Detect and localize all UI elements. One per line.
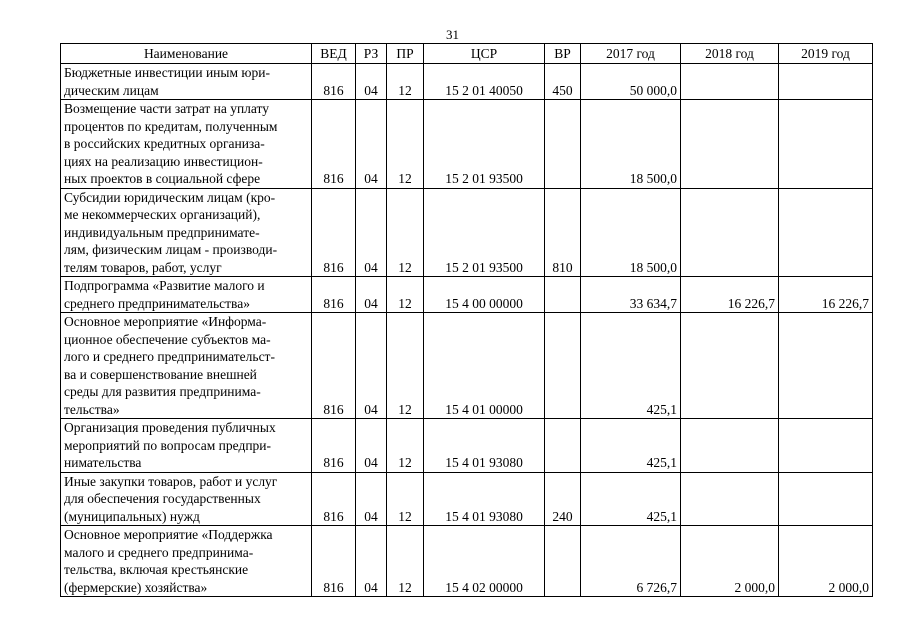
cell-2018 xyxy=(681,313,779,419)
name-line: ционное обеспечение субъектов ма- xyxy=(64,331,271,347)
name-line: процентов по кредитам, полученным xyxy=(64,118,278,134)
cell-csr: 15 4 01 93080 xyxy=(424,472,545,526)
name-line: лого и среднего предпринимательст- xyxy=(64,349,275,364)
cell-2019 xyxy=(779,100,873,189)
table-row xyxy=(61,277,873,313)
cell-name xyxy=(61,64,312,100)
cell-vr: 240 xyxy=(545,472,581,526)
cell-rz: 04 xyxy=(356,472,387,526)
cell-vr xyxy=(545,277,581,313)
cell-csr: 15 4 01 00000 xyxy=(424,313,545,419)
cell-vr xyxy=(545,526,581,597)
cell-vr xyxy=(545,100,581,189)
cell-vr: 450 xyxy=(545,64,581,100)
cell-2018 xyxy=(681,188,779,277)
table-row xyxy=(61,64,873,100)
name-line: нимательства xyxy=(64,455,142,470)
cell-rz: 04 xyxy=(356,100,387,189)
cell-2018 xyxy=(681,100,779,189)
cell-pr: 12 xyxy=(387,419,424,473)
cell-ved: 816 xyxy=(312,100,356,189)
cell-csr: 15 2 01 93500 xyxy=(424,100,545,189)
cell-csr: 15 2 01 93500 xyxy=(424,188,545,277)
cell-pr: 12 xyxy=(387,526,424,597)
header-2019: 2019 год xyxy=(779,44,873,64)
cell-2019 xyxy=(779,419,873,473)
cell-pr: 12 xyxy=(387,188,424,277)
cell-name xyxy=(61,277,312,313)
cell-2017: 425,1 xyxy=(581,419,681,473)
cell-2017: 425,1 xyxy=(581,313,681,419)
cell-2017: 18 500,0 xyxy=(581,100,681,189)
name-line: циях на реализацию инвестицион- xyxy=(64,153,263,169)
cell-rz: 04 xyxy=(356,526,387,597)
cell-2018 xyxy=(681,472,779,526)
name-line: ме некоммерческих организаций), xyxy=(64,207,261,222)
name-line: Субсидии юридическим лицам (кро- xyxy=(64,189,276,205)
cell-2017: 425,1 xyxy=(581,472,681,526)
name-line: Иные закупки товаров, работ и услуг xyxy=(64,473,278,489)
header-rz: РЗ xyxy=(356,44,387,64)
header-2018: 2018 год xyxy=(681,44,779,64)
cell-name xyxy=(61,526,312,597)
cell-2018 xyxy=(681,64,779,100)
table-row xyxy=(61,419,873,473)
name-line: ва и совершенствование внешней xyxy=(64,366,257,382)
cell-rz: 04 xyxy=(356,64,387,100)
name-line: Организация проведения публичных xyxy=(64,420,276,435)
table-body xyxy=(61,64,873,597)
name-line: телям товаров, работ, услуг xyxy=(64,259,222,275)
cell-pr: 12 xyxy=(387,472,424,526)
name-line: Возмещение части затрат на уплату xyxy=(64,101,270,116)
cell-vr xyxy=(545,313,581,419)
cell-2018 xyxy=(681,419,779,473)
cell-2017: 33 634,7 xyxy=(581,277,681,313)
cell-2017: 18 500,0 xyxy=(581,188,681,277)
name-line: для обеспечения государственных xyxy=(64,491,261,506)
cell-ved: 816 xyxy=(312,313,356,419)
cell-csr: 15 4 00 00000 xyxy=(424,277,545,313)
cell-name xyxy=(61,419,312,473)
name-line: мероприятий по вопросам предпри- xyxy=(64,437,272,453)
cell-ved: 816 xyxy=(312,419,356,473)
name-line: в российских кредитных организа- xyxy=(64,136,265,151)
header-pr: ПР xyxy=(387,44,424,64)
table-row xyxy=(61,472,873,526)
cell-pr: 12 xyxy=(387,277,424,313)
budget-table xyxy=(60,43,873,597)
header-2017: 2017 год xyxy=(581,44,681,64)
name-line: малого и среднего предпринима- xyxy=(64,544,254,560)
page-number: 31 xyxy=(446,27,459,42)
cell-vr xyxy=(545,419,581,473)
cell-2019 xyxy=(779,188,873,277)
name-line: ных проектов в социальной сфере xyxy=(64,171,261,186)
cell-name xyxy=(61,100,312,189)
cell-rz: 04 xyxy=(356,277,387,313)
cell-ved: 816 xyxy=(312,526,356,597)
name-line: Бюджетные инвестиции иным юри- xyxy=(64,65,270,80)
cell-rz: 04 xyxy=(356,188,387,277)
cell-pr: 12 xyxy=(387,100,424,189)
table-row xyxy=(61,100,873,189)
name-line: индивидуальным предпринимате- xyxy=(64,224,260,240)
name-line: тельства» xyxy=(64,401,120,417)
cell-csr: 15 4 02 00000 xyxy=(424,526,545,597)
cell-2018: 16 226,7 xyxy=(681,277,779,313)
header-vr: ВР xyxy=(545,44,581,64)
name-line: среды для развития предпринима- xyxy=(64,384,261,399)
name-line: Основное мероприятие «Информа- xyxy=(64,314,267,329)
cell-name xyxy=(61,188,312,277)
cell-2019 xyxy=(779,472,873,526)
cell-2018: 2 000,0 xyxy=(681,526,779,597)
table-row xyxy=(61,313,873,419)
table-row xyxy=(61,526,873,597)
cell-2019: 2 000,0 xyxy=(779,526,873,597)
cell-2019: 16 226,7 xyxy=(779,277,873,313)
name-line: (фермерские) хозяйства» xyxy=(64,579,208,595)
cell-ved: 816 xyxy=(312,277,356,313)
cell-vr: 810 xyxy=(545,188,581,277)
cell-name xyxy=(61,313,312,419)
header-csr: ЦСР xyxy=(424,44,545,64)
cell-name xyxy=(61,472,312,526)
cell-2017: 6 726,7 xyxy=(581,526,681,597)
cell-ved: 816 xyxy=(312,188,356,277)
cell-csr: 15 2 01 40050 xyxy=(424,64,545,100)
header-row xyxy=(61,44,873,64)
name-line: Подпрограмма «Развитие малого и xyxy=(64,278,265,293)
name-line: дическим лицам xyxy=(64,82,159,98)
cell-ved: 816 xyxy=(312,64,356,100)
cell-pr: 12 xyxy=(387,313,424,419)
cell-ved: 816 xyxy=(312,472,356,526)
cell-csr: 15 4 01 93080 xyxy=(424,419,545,473)
name-line: Основное мероприятие «Поддержка xyxy=(64,527,273,542)
cell-rz: 04 xyxy=(356,313,387,419)
header-name: Наименование xyxy=(61,44,312,64)
table-row xyxy=(61,188,873,277)
cell-2019 xyxy=(779,64,873,100)
cell-rz: 04 xyxy=(356,419,387,473)
name-line: среднего предпринимательства» xyxy=(64,295,250,311)
name-line: (муниципальных) нужд xyxy=(64,508,200,524)
name-line: тельства, включая крестьянские xyxy=(64,562,249,577)
header-ved: ВЕД xyxy=(312,44,356,64)
name-line: лям, физическим лицам - производи- xyxy=(64,242,278,257)
cell-2019 xyxy=(779,313,873,419)
cell-pr: 12 xyxy=(387,64,424,100)
cell-2017: 50 000,0 xyxy=(581,64,681,100)
